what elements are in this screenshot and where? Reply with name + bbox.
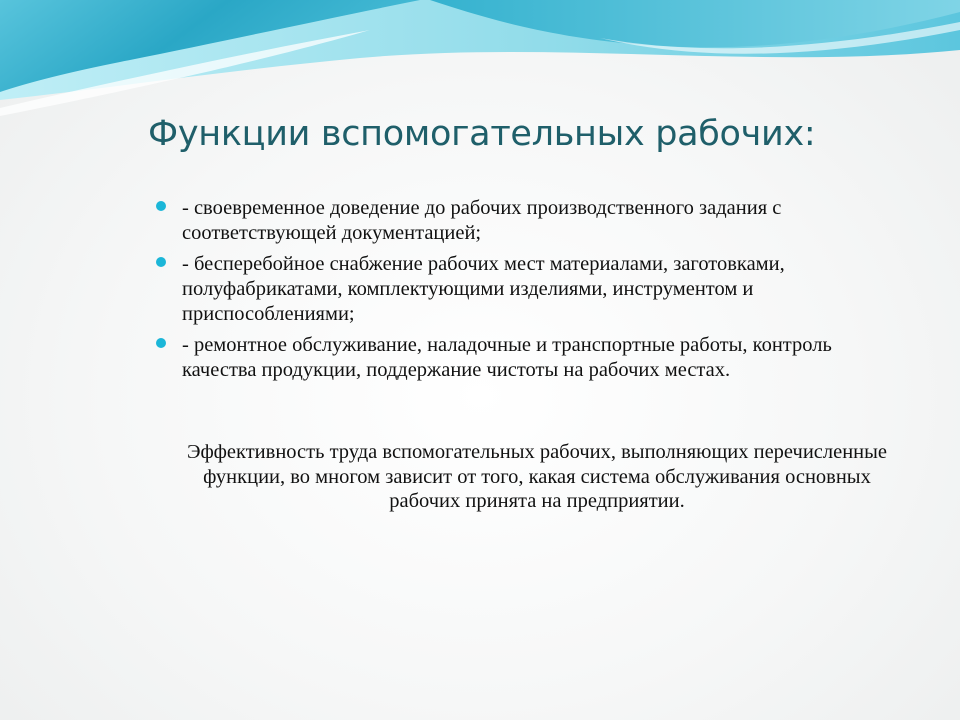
bullet-text: - бесперебойное снабжение рабочих мест материалами, заготовками, полуфабрикатами, комплектующими изделиями, инструментом и приспособлениями; [182, 253, 785, 325]
slide-title: Функции вспомогательных рабочих: [148, 114, 816, 154]
bullet-dot-icon [156, 257, 166, 267]
list-item [152, 333, 892, 383]
bullet-text: - своевременное доведение до рабочих производственного задания с соответствующей документацией; [182, 197, 782, 244]
bullet-dot-icon [156, 338, 166, 348]
list-item [152, 196, 892, 246]
header-wave-decoration [0, 0, 960, 120]
summary-paragraph: Эффективность труда вспомогательных рабочих, выполняющих перечисленные функции, во многом зависит от того, какая система обслуживания основных рабочих принята на предприятии. [186, 441, 888, 512]
bullet-dot-icon [156, 201, 166, 211]
bullet-text: - ремонтное обслуживание, наладочные и транспортные работы, контроль качества продукции, поддержание чистоты на рабочих местах. [182, 334, 832, 381]
bullet-list [152, 196, 892, 389]
list-item [152, 252, 892, 327]
